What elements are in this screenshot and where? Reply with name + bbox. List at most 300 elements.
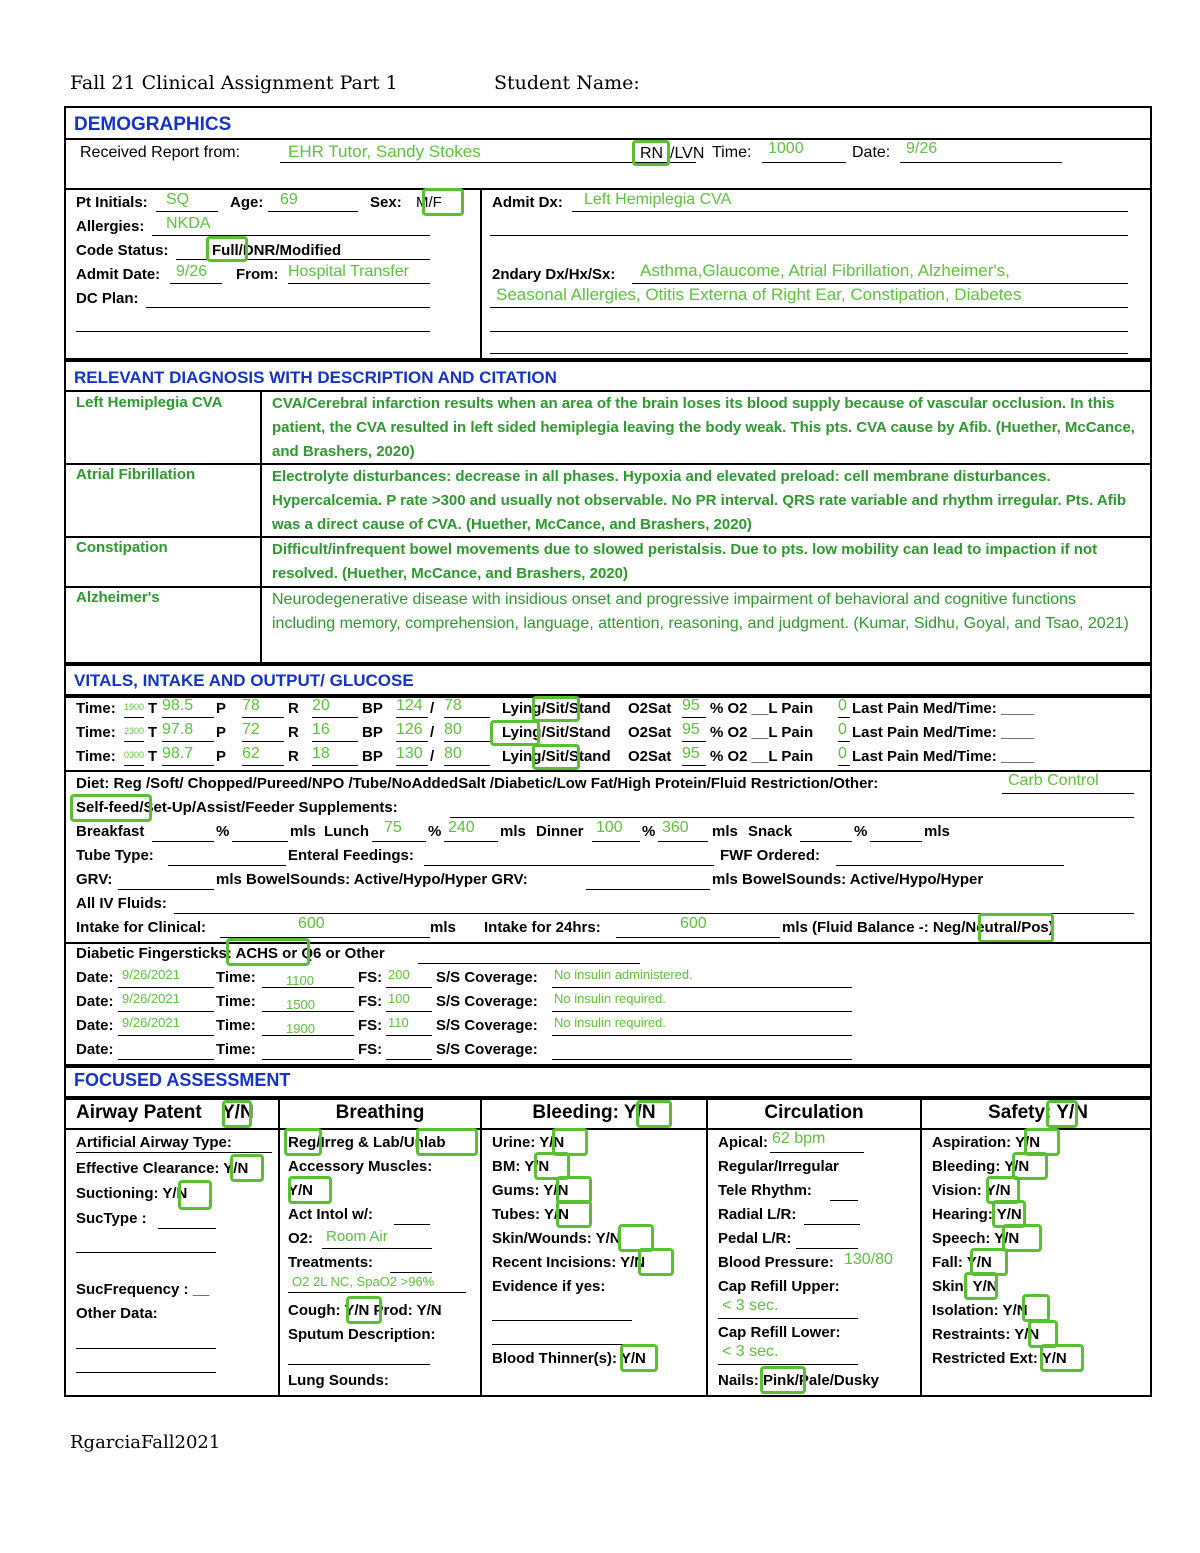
percent-sign: % [428, 823, 442, 840]
bleeding-item: Gums: Y/N [492, 1182, 569, 1199]
underline [262, 1059, 354, 1060]
apical-value[interactable]: 62 bpm [772, 1130, 826, 1147]
underline [242, 741, 284, 742]
mls-label: mls [500, 823, 526, 840]
column-divider [920, 1096, 922, 1397]
underline [232, 841, 288, 842]
allergies-label: Allergies: [76, 218, 145, 235]
airway-title: Airway Patent [76, 1102, 202, 1123]
vital-pulse-value[interactable]: 78 [242, 697, 260, 714]
underline [76, 1348, 216, 1349]
age-value[interactable]: 69 [280, 191, 298, 208]
vital-bp-sys-value[interactable]: 130 [396, 745, 423, 762]
underline [682, 717, 706, 718]
underline [870, 841, 922, 842]
vital-pulse-value[interactable]: 72 [242, 721, 260, 738]
glucose-fs-label: FS: [358, 1017, 383, 1034]
section-divider [66, 662, 1150, 666]
vital-resp-value[interactable]: 18 [312, 745, 330, 762]
column-divider [480, 188, 482, 358]
underline [394, 1224, 430, 1225]
bleeding-item: BM: Y/N [492, 1158, 550, 1175]
underline [162, 717, 214, 718]
unlab-circle [416, 1128, 478, 1156]
airway-item: Suctioning: Y/N [76, 1185, 188, 1202]
diet-other-value[interactable]: Carb Control [1008, 772, 1099, 789]
underline [386, 1035, 432, 1036]
from-value[interactable]: Hospital Transfer [288, 263, 409, 280]
underline [124, 741, 144, 742]
age-label: Age: [230, 194, 264, 211]
bleeding-n-circle [636, 1100, 672, 1128]
glucose-coverage-label: S/S Coverage: [436, 1041, 538, 1058]
code-status-value[interactable]: Full/DNR/Modified [212, 242, 342, 259]
vital-o2sat-value[interactable]: 95 [682, 745, 700, 762]
vital-position-label: Lying/Sit/Stand [502, 724, 611, 741]
vital-position-label: Lying/Sit/Stand [502, 700, 611, 717]
vital-resp-value[interactable]: 20 [312, 697, 330, 714]
dx-description: Electrolyte disturbances: decrease in all phases. Hypoxia and elevated preload: cell membrane disturbances. Hypercalcemia. P rate >300 and usually not observable. No PR interval. QRS rate variable and rhythm irregular. Pts. Afib was a direct cause of CVA. (Huether, McCance, and Brashers, 2020) [272, 468, 1127, 533]
underline [490, 331, 1128, 332]
underline [796, 1248, 858, 1249]
percent-sign: % [854, 823, 868, 840]
vital-r-label: R [288, 748, 299, 765]
underline [718, 1364, 858, 1365]
circulation-item: Cap Refill Upper: [718, 1278, 840, 1295]
vital-bp-slash: / [430, 724, 435, 741]
self-feed-circle [70, 794, 152, 822]
isolation-n-circle [1022, 1294, 1050, 1322]
glucose-fs-value[interactable]: 110 [388, 1015, 409, 1030]
breakfast-label: Breakfast [76, 823, 145, 840]
circulation-item: Tele Rhythm: [718, 1182, 812, 1199]
lvn-option[interactable]: /LVN [670, 145, 705, 162]
underline [552, 987, 852, 988]
received-value[interactable]: EHR Tutor, Sandy Stokes [288, 142, 481, 161]
report-time-value[interactable]: 1000 [768, 140, 804, 157]
glucose-date-label: Date: [76, 1017, 114, 1034]
pt-initials-value[interactable]: SQ [166, 191, 190, 208]
lunch-mls-value[interactable]: 240 [448, 819, 475, 836]
underline [390, 1272, 432, 1273]
dx-description: Neurodegenerative disease with insidious onset and progressive impairment of behavioral and cognitive functions including memory, comprehension, language, attention, reasoning, and judgment. (Kumar, Sidhu, Goyal, and Tsao, 2021) [272, 591, 1129, 632]
glucose-time-label: Time: [216, 1041, 256, 1058]
glucose-date-value[interactable]: 9/26/2021 [122, 991, 180, 1006]
glucose-date-value[interactable]: 9/26/2021 [122, 1015, 180, 1030]
bp-value[interactable]: 130/80 [844, 1251, 893, 1268]
underline [490, 307, 1128, 308]
airway-item: Other Data: [76, 1305, 158, 1322]
sex-selection-circle [422, 188, 464, 216]
vital-bp-dia-value[interactable]: 78 [444, 697, 462, 714]
underline [552, 1011, 852, 1012]
underline [444, 741, 490, 742]
incisions-n-circle [638, 1248, 674, 1276]
dx-description: Difficult/infrequent bowel movements due to slowed peristalsis. Due to pts. low mobility can lead to impaction if not resolved. (Huether, McCance, and Brashers, 2020) [272, 541, 1098, 582]
underline [682, 741, 706, 742]
diagnosis-header: RELEVANT DIAGNOSIS WITH DESCRIPTION AND CITATION [74, 368, 557, 387]
circulation-item: Blood Pressure: [718, 1254, 834, 1271]
divider [66, 770, 1150, 772]
vital-temp-value[interactable]: 97.8 [162, 721, 194, 738]
glucose-time-value[interactable]: 1900 [286, 1021, 315, 1036]
vital-position-label: Lying/Sit/Stand [502, 748, 611, 765]
glucose-fs-value[interactable]: 100 [388, 991, 410, 1006]
underline [490, 353, 1128, 354]
underline [118, 1035, 214, 1036]
breathing-item: Act Intol w/: [288, 1206, 373, 1223]
mls-label: mls [924, 823, 950, 840]
dx-name: Left Hemiplegia CVA [76, 394, 223, 411]
page-title: Fall 21 Clinical Assignment Part 1 [70, 72, 398, 94]
underline [838, 741, 850, 742]
percent-sign: % [642, 823, 656, 840]
underline [288, 1292, 466, 1293]
underline [76, 331, 430, 332]
glucose-time-value[interactable]: 1500 [286, 997, 315, 1012]
code-status-label: Code Status: [76, 242, 169, 259]
bleeding-item: Recent Incisions: Y/N [492, 1254, 646, 1271]
vital-t-label: T [148, 700, 158, 717]
tube-type-label: Tube Type: [76, 847, 154, 864]
glucose-time-label: Time: [216, 969, 256, 986]
vital-t-label: T [148, 748, 158, 765]
focused-header: FOCUSED ASSESSMENT [74, 1070, 291, 1090]
divider [66, 188, 1150, 190]
date-label: Date: [852, 144, 891, 161]
received-label: Received Report from: [80, 144, 241, 161]
dc-plan-label: DC Plan: [76, 290, 139, 307]
dx-description: CVA/Cerebral infarction results when an area of the brain loses its blood supply because of vascular occlusion. In this patient, the CVA resulted in left sided hemiplegia leaving the body weak. This pts. CVA cause by Afib. (Huether, McCance, and Brashers, 2020) [272, 395, 1135, 460]
glucose-date-label: Date: [76, 993, 114, 1010]
underline [386, 1059, 432, 1060]
underline [396, 717, 428, 718]
underline [118, 1011, 214, 1012]
glucose-coverage-label: S/S Coverage: [436, 969, 538, 986]
safety-item: Skin: Y/N [932, 1278, 998, 1295]
vital-time-label: Time: [76, 748, 116, 765]
glucose-date-label: Date: [76, 969, 114, 986]
intake-24-label: Intake for 24hrs: [484, 919, 601, 936]
intake-24-value[interactable]: 600 [680, 915, 707, 932]
bleeding-title: Bleeding: Y/N [532, 1102, 656, 1123]
percent-sign: % [216, 823, 230, 840]
vital-last-pain-label: Last Pain Med/Time: ____ [852, 748, 1035, 765]
vital-pulse-value[interactable]: 62 [242, 745, 260, 762]
airway-y-circle [222, 1100, 252, 1128]
admit-dx-value[interactable]: Left Hemiplegia CVA [584, 191, 732, 208]
underline [162, 741, 214, 742]
underline [804, 1224, 860, 1225]
glucose-date-value[interactable]: 9/26/2021 [122, 967, 180, 982]
underline [572, 211, 1128, 212]
dinner-mls-value[interactable]: 360 [662, 819, 689, 836]
underline [762, 162, 846, 163]
bleeding-item: Skin/Wounds: Y/N [492, 1230, 621, 1247]
glucose-coverage-label: S/S Coverage: [436, 1017, 538, 1034]
underline [312, 741, 358, 742]
vital-bp-slash: / [430, 700, 435, 717]
glucose-fs-value[interactable]: 200 [388, 967, 410, 982]
dx-name: Constipation [76, 539, 168, 556]
fwf-label: FWF Ordered: [720, 847, 820, 864]
safety-item: Vision: Y/N [932, 1182, 1011, 1199]
safety-item: Speech: Y/N [932, 1230, 1020, 1247]
underline [76, 1252, 216, 1253]
underline [838, 765, 850, 766]
achs-circle [226, 938, 310, 966]
safety-title: Safety: Y/N [988, 1102, 1088, 1123]
airway-yn[interactable]: Y/N [222, 1102, 254, 1123]
vital-time-value[interactable]: 0300 [124, 750, 145, 760]
glucose-time-value[interactable]: 1100 [286, 973, 314, 988]
underline [156, 211, 218, 212]
breathing-item: Reg/Irreg & Lab/Unlab [288, 1134, 446, 1151]
intake-clinical-label: Intake for Clinical: [76, 919, 207, 936]
column-divider [278, 1096, 280, 1397]
circulation-title: Circulation [764, 1102, 864, 1123]
underline [152, 841, 214, 842]
clinical-form [64, 106, 1152, 1397]
underline [146, 307, 430, 308]
bowel-sounds-label: mls BowelSounds: Active/Hypo/Hyper GRV: [216, 871, 528, 888]
accessory-n-circle [288, 1176, 332, 1204]
underline [770, 1152, 864, 1153]
dinner-percent-value[interactable]: 100 [596, 819, 623, 836]
grv-label: GRV: [76, 871, 113, 888]
lunch-label: Lunch [324, 823, 369, 840]
underline [118, 1059, 214, 1060]
column-divider [260, 390, 262, 662]
underline [490, 235, 1128, 236]
bleeding-item: Blood Thinner(s): Y/N [492, 1350, 646, 1367]
safety-item: Restraints: Y/N [932, 1326, 1040, 1343]
underline [76, 1372, 216, 1373]
glucose-coverage-value[interactable]: No insulin required. [554, 991, 667, 1006]
vital-resp-value[interactable]: 16 [312, 721, 330, 738]
breathing-item: Y/N [288, 1182, 314, 1199]
underline [124, 765, 144, 766]
circulation-item: Radial L/R: [718, 1206, 797, 1223]
underline [158, 1228, 216, 1229]
vital-o2sat-value[interactable]: 95 [682, 697, 700, 714]
underline [444, 765, 490, 766]
divider [66, 1128, 1150, 1130]
cap-upper-value[interactable]: < 3 sec. [722, 1297, 779, 1314]
dx-name: Alzheimer's [76, 589, 160, 606]
circulation-item: Cap Refill Lower: [718, 1324, 841, 1341]
report-date-value[interactable]: 9/26 [906, 140, 938, 157]
underline [586, 889, 710, 890]
vital-pain-value[interactable]: 0 [838, 697, 847, 714]
section-divider [66, 1064, 1150, 1068]
glucose-fs-label: FS: [358, 1041, 383, 1058]
safety-item: Hearing: Y/N [932, 1206, 1022, 1223]
secondary-dx-line1[interactable]: Asthma,Glaucome, Atrial Fibrillation, Alzheimer's, [640, 261, 1010, 280]
demographics-header: DEMOGRAPHICS [74, 114, 232, 135]
suctioning-n-circle [178, 1180, 212, 1210]
glucose-coverage-value[interactable]: No insulin administered. [554, 967, 693, 982]
underline [1002, 793, 1134, 794]
vital-bp-label: BP [362, 748, 383, 765]
snack-label: Snack [748, 823, 793, 840]
dx-name: Atrial Fibrillation [76, 466, 196, 483]
vital-bp-label: BP [362, 700, 383, 717]
code-status-circle [206, 236, 248, 262]
cough-n-circle [346, 1296, 382, 1324]
glucose-coverage-label: S/S Coverage: [436, 993, 538, 1010]
glucose-fs-label: FS: [358, 993, 383, 1010]
section-divider [66, 358, 1150, 362]
sex-value[interactable]: M/F [416, 194, 442, 211]
breathing-item: Cough: Y/N Prod: Y/N [288, 1302, 442, 1319]
speech-n-circle [1002, 1224, 1042, 1252]
vital-o2-label: % O2 __L Pain [710, 748, 814, 765]
safety-item: Restricted Ext: Y/N [932, 1350, 1067, 1367]
underline [76, 1152, 272, 1153]
breathing-item: Sputum Description: [288, 1326, 436, 1343]
skin-y-circle [964, 1272, 998, 1300]
vital-bp-dia-value[interactable]: 80 [444, 745, 462, 762]
glucose-coverage-value[interactable]: No insulin required. [554, 1015, 667, 1030]
underline [268, 211, 358, 212]
intake-clinical-value[interactable]: 600 [298, 915, 325, 932]
underline [386, 987, 432, 988]
underline [312, 717, 358, 718]
divider [66, 138, 1150, 140]
position-circle [490, 720, 540, 746]
underline [492, 1344, 632, 1345]
breathing-title: Breathing [335, 1102, 425, 1123]
underline [830, 1200, 858, 1201]
cap-lower-value[interactable]: < 3 sec. [722, 1343, 779, 1360]
underline [450, 817, 1134, 818]
airway-item: Effective Clearance: Y/N [76, 1160, 249, 1177]
vital-bp-dia-value[interactable]: 80 [444, 721, 462, 738]
vital-o2-label: % O2 __L Pain [710, 724, 814, 741]
admit-dx-label: Admit Dx: [492, 194, 563, 211]
breathing-item: Lung Sounds: [288, 1372, 389, 1389]
vital-r-label: R [288, 700, 299, 717]
tubes-n-circle [556, 1200, 592, 1228]
underline [162, 765, 214, 766]
neutral-circle [978, 913, 1054, 943]
bleeding-item: Tubes: Y/N [492, 1206, 569, 1223]
mls-label: mls [430, 919, 456, 936]
vital-p-label: P [216, 724, 227, 741]
vital-bp-sys-value[interactable]: 126 [396, 721, 423, 738]
underline [242, 765, 284, 766]
underline [396, 765, 428, 766]
airway-item: SucFrequency : __ [76, 1281, 210, 1298]
breathing-item: O2: [288, 1230, 314, 1247]
allergies-value[interactable]: NKDA [166, 215, 211, 232]
circulation-item: Regular/Irregular [718, 1158, 839, 1175]
underline [616, 937, 780, 938]
underline [168, 865, 286, 866]
mls-label: mls [712, 823, 738, 840]
bleeding-item: Evidence if yes: [492, 1278, 606, 1295]
underline [396, 741, 428, 742]
glucose-fs-label: FS: [358, 969, 383, 986]
underline [288, 1364, 430, 1365]
vital-time-value[interactable]: 2300 [124, 726, 145, 736]
underline [444, 717, 490, 718]
breathing-item: Treatments: [288, 1254, 374, 1271]
vital-p-label: P [216, 748, 227, 765]
vital-t-label: T [148, 724, 158, 741]
circulation-item: Apical: [718, 1134, 769, 1151]
glucose-time-label: Time: [216, 1017, 256, 1034]
underline [800, 841, 852, 842]
vital-o2sat-label: O2Sat [628, 748, 672, 765]
vital-bp-sys-value[interactable]: 124 [396, 697, 423, 714]
lunch-percent-value[interactable]: 75 [384, 819, 402, 836]
rn-selection-circle [632, 140, 670, 166]
reg-circle [284, 1128, 322, 1156]
vital-pain-value[interactable]: 0 [838, 745, 847, 762]
mls-label: mls [290, 823, 316, 840]
safety-y-circle [1046, 1100, 1078, 1128]
vital-time-label: Time: [76, 700, 116, 717]
safety-item: Fall: Y/N [932, 1254, 992, 1271]
breathing-item: Accessory Muscles: [288, 1158, 433, 1175]
underline [592, 841, 640, 842]
thinner-y-circle [620, 1344, 658, 1372]
underline [312, 765, 358, 766]
column-divider [480, 1096, 482, 1397]
secondary-dx-label: 2ndary Dx/Hx/Sx: [492, 266, 616, 283]
iv-fluids-label: All IV Fluids: [76, 895, 167, 912]
glucose-date-label: Date: [76, 1041, 114, 1058]
underline [322, 1248, 432, 1249]
circulation-item: Pedal L/R: [718, 1230, 792, 1247]
airway-item: Artificial Airway Type: [76, 1134, 232, 1151]
vital-temp-value[interactable]: 98.7 [162, 745, 194, 762]
underline [552, 1059, 852, 1060]
vital-time-value[interactable]: 1900 [124, 702, 145, 712]
vital-temp-value[interactable]: 98.5 [162, 697, 194, 714]
vital-o2sat-value[interactable]: 95 [682, 721, 700, 738]
vital-bp-label: BP [362, 724, 383, 741]
underline [658, 841, 708, 842]
underline [386, 1011, 432, 1012]
footer-text: RgarciaFall2021 [70, 1432, 221, 1453]
underline [288, 283, 430, 284]
bowel-sounds-label: mls BowelSounds: Active/Hypo/Hyper [712, 871, 984, 888]
treatment-value[interactable]: O2 2L NC, SpaO2 >96% [292, 1274, 435, 1289]
rn-option[interactable]: RN [640, 145, 664, 162]
underline [836, 865, 1064, 866]
underline [682, 765, 706, 766]
dinner-label: Dinner [536, 823, 584, 840]
underline [718, 1318, 858, 1319]
o2-value[interactable]: Room Air [326, 1228, 388, 1245]
admit-date-value[interactable]: 9/26 [176, 263, 208, 280]
safety-item: Bleeding: Y/N [932, 1158, 1030, 1175]
position-circle [532, 696, 580, 722]
vital-o2sat-label: O2Sat [628, 700, 672, 717]
glucose-time-label: Time: [216, 993, 256, 1010]
secondary-dx-line2[interactable]: Seasonal Allergies, Otitis Externa of Right Ear, Constipation, Diabetes [496, 285, 1022, 304]
circulation-item: Nails: Pink/Pale/Dusky [718, 1372, 879, 1389]
vital-last-pain-label: Last Pain Med/Time: ____ [852, 724, 1035, 741]
vital-r-label: R [288, 724, 299, 741]
vital-pain-value[interactable]: 0 [838, 721, 847, 738]
section-divider [66, 694, 1150, 698]
underline [152, 235, 430, 236]
safety-item: Isolation: Y/N [932, 1302, 1028, 1319]
